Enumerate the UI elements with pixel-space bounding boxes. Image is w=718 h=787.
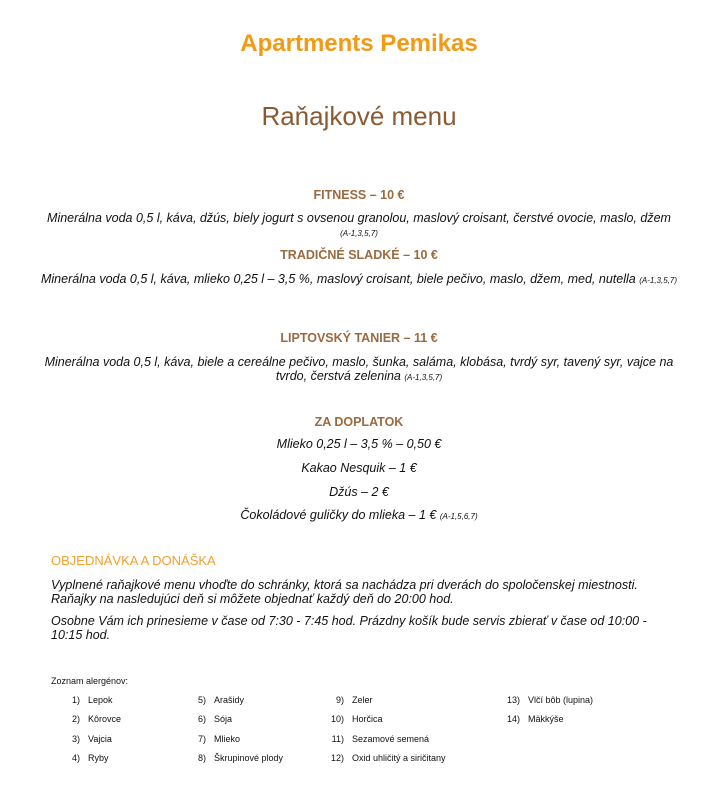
extra-item (0, 508, 718, 522)
allergen-item (326, 753, 446, 763)
allergen-number: 5) (197, 695, 206, 705)
allergen-name: Mlieko (214, 734, 241, 744)
allergen-item (500, 714, 564, 724)
allergen-number: 4) (71, 753, 80, 763)
allergen-name: Sezamové semená (352, 734, 430, 744)
extra-item-text: Mlieko 0,25 l – 3,5 % – 0,50 € (276, 437, 442, 451)
extras-title: ZA DOPLATOK (314, 415, 404, 429)
extra-item (0, 437, 718, 451)
allergen-name: Zeler (352, 695, 373, 705)
extra-item-text: Džús – 2 € (329, 485, 389, 499)
allergen-number: 8) (197, 753, 206, 763)
section-text-fitness (40, 211, 678, 241)
allergen-item (326, 734, 429, 744)
allergen-list-heading: Zoznam alergénov: (51, 676, 129, 686)
allergen-number: 3) (71, 734, 80, 744)
extra-item-text: Kakao Nesquik – 1 € (301, 461, 417, 475)
allergen-item (64, 695, 113, 705)
allergen-number: 14) (506, 714, 520, 724)
allergen-item (190, 734, 240, 744)
allergen-name: Škrupinové plody (214, 753, 284, 763)
allergen-name: Horčica (352, 714, 383, 724)
allergen-item (64, 753, 109, 763)
allergen-code: (A-1,5,6,7) (439, 512, 478, 521)
section-title-fitness: FITNESS – 10 € (313, 188, 405, 202)
allergen-name: Oxid uhličitý a siričitany (352, 753, 446, 763)
allergen-number: 12) (330, 753, 344, 763)
allergen-number: 13) (506, 695, 520, 705)
allergen-name: Mäkkýše (528, 714, 564, 724)
allergen-item (190, 714, 232, 724)
allergen-number: 2) (71, 714, 80, 724)
allergen-number: 11) (331, 734, 344, 744)
section-text-liptovsky-tanier (40, 355, 678, 385)
allergen-code: (A-1,3,5,7) (639, 276, 677, 285)
menu-title: Raňajkové menu (261, 101, 457, 131)
allergen-number: 7) (197, 734, 206, 744)
allergen-item (64, 734, 112, 744)
allergen-item (190, 695, 244, 705)
allergen-code: (A-1,3,5,7) (404, 373, 443, 382)
allergen-name: Kôrovce (88, 714, 122, 724)
order-paragraph-2: Osobne Vám ich prinesieme v čase od 7:30 - 7:45 hod. Prázdny košík bude servis zbierať v čase od 10:00 - 10:15 hod. (51, 614, 647, 642)
section-title-liptovsky-tanier: LIPTOVSKÝ TANIER – 11 € (280, 331, 438, 345)
allergen-name: Lepok (88, 695, 113, 705)
extra-item-text: Čokoládové guličky do mlieka – 1 € (240, 508, 437, 522)
allergen-name: Arašidy (214, 695, 245, 705)
section-text-tradicne-sladke (40, 272, 678, 288)
allergen-number: 6) (197, 714, 206, 724)
extra-item (0, 461, 718, 475)
allergen-name: Sója (214, 714, 233, 724)
brand-title: Apartments Pemikas (240, 30, 478, 57)
allergen-name: Vajcia (88, 734, 112, 744)
allergen-number: 10) (330, 714, 344, 724)
order-paragraph-1: Vyplnené raňajkové menu vhoďte do schránky, ktorá sa nachádza pri dverách do spoločenskej miestnosti. Raňajky na nasledujúci deň si môžete objednať každý deň do 20:00 hod. (51, 578, 638, 606)
allergen-item (500, 695, 593, 705)
allergen-item (190, 753, 283, 763)
allergen-item (326, 695, 373, 705)
section-items: Minerálna voda 0,5 l, káva, mlieko 0,25 l – 3,5 %, maslový croisant, biele pečivo, maslo, džem, med, nutella (40, 272, 636, 286)
section-title-tradicne-sladke: TRADIČNÉ SLADKÉ – 10 € (280, 248, 438, 262)
section-items: Minerálna voda 0,5 l, káva, džús, biely jogurt s ovsenou granolou, maslový croisant, čerstvé ovocie, maslo, džem (47, 211, 671, 225)
extra-item (0, 485, 718, 499)
order-title: OBJEDNÁVKA A DONÁŠKA (51, 553, 216, 568)
allergen-item (64, 714, 121, 724)
allergen-number: 1) (71, 695, 80, 705)
section-items: Minerálna voda 0,5 l, káva, biele a cereálne pečivo, maslo, šunka, saláma, klobása, tvrdý syr, tavený syr, vajce na tvrdo, čerstvá zelenina (44, 355, 674, 383)
allergen-item (326, 714, 383, 724)
allergen-name: Vlčí bôb (lupina) (528, 695, 594, 705)
allergen-code: (A-1,3,5,7) (340, 229, 378, 238)
allergen-number: 9) (335, 695, 344, 705)
allergen-name: Ryby (88, 753, 109, 763)
